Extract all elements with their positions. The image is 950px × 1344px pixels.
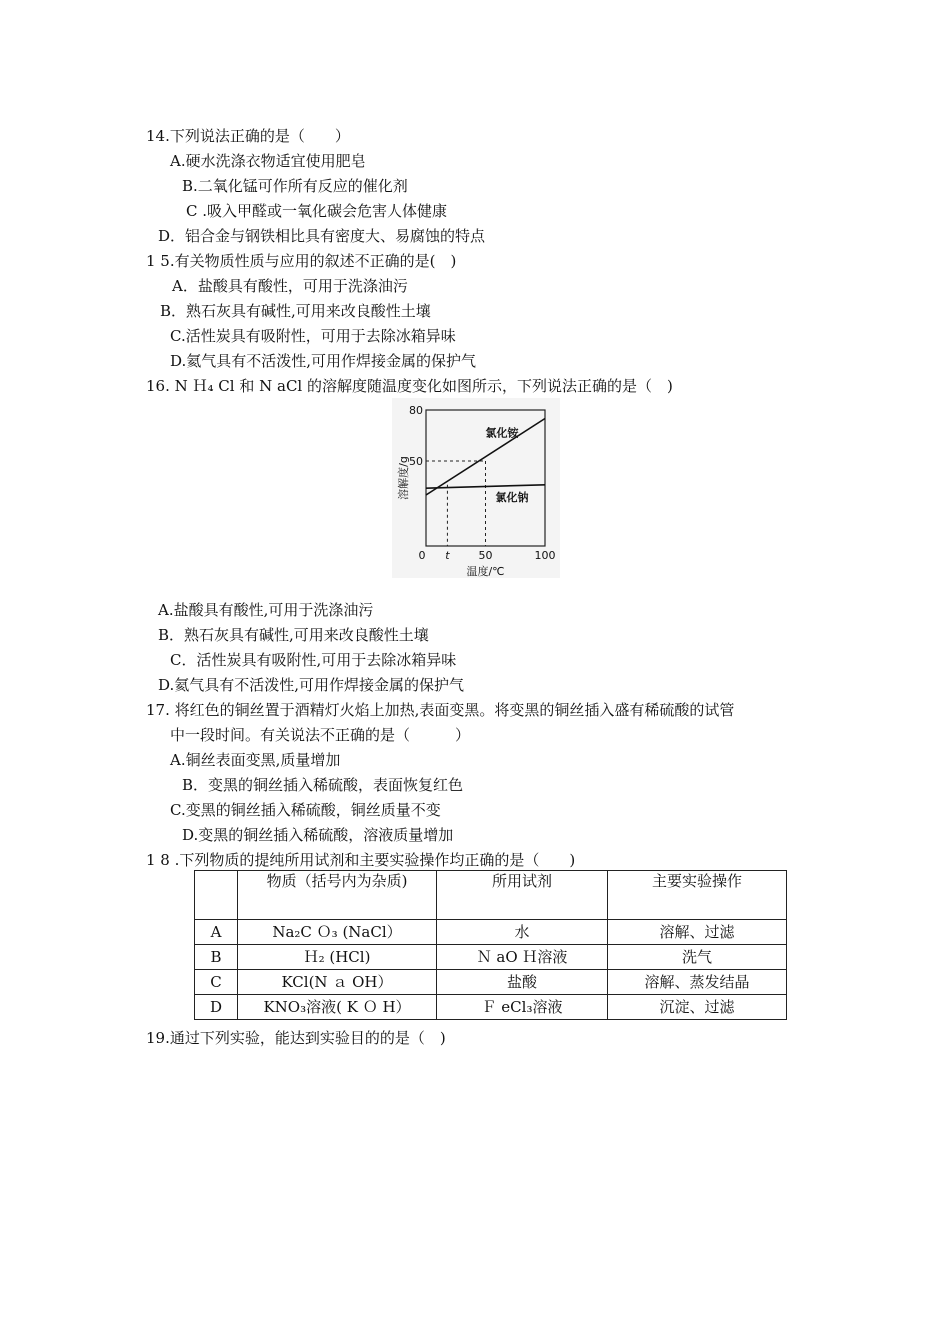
q17-stem-line2: 中一段时间。有关说法不正确的是（ ） xyxy=(170,726,471,744)
table-row xyxy=(195,945,787,970)
q17-option-b: B．变黑的铜丝插入稀硫酸，表面恢复红色 xyxy=(182,776,464,794)
table-cell: KNO₃溶液( K Ｏ H） xyxy=(238,995,437,1020)
table-cell: 溶解、蒸发结晶 xyxy=(608,970,787,995)
q18-stem: 1 8 .下列物质的提纯所用试剂和主要实验操作均正确的是（ ) xyxy=(146,851,576,869)
q14-option-a: A.硬水洗涤衣物适宜使用肥皂 xyxy=(170,152,366,170)
table-header-cell: 所用试剂 xyxy=(437,871,608,920)
q14-option-d: D．铝合金与钢铁相比具有密度大、易腐蚀的特点 xyxy=(158,227,486,245)
table-cell: 溶解、过滤 xyxy=(608,920,787,945)
x-tick-label: 50 xyxy=(478,549,493,562)
q15-option-b: B．熟石灰具有碱性,可用来改良酸性土壤 xyxy=(160,302,431,320)
table-row xyxy=(195,970,787,995)
q15-option-d: D.氦气具有不活泼性,可用作焊接金属的保护气 xyxy=(170,352,477,370)
q17-option-d: D.变黑的铜丝插入稀硫酸，溶液质量增加 xyxy=(182,826,454,844)
q16-option-d: D.氦气具有不活泼性,可用作焊接金属的保护气 xyxy=(158,676,465,694)
table-cell: 沉淀、过滤 xyxy=(608,995,787,1020)
table-cell: KCl(N ａ OH） xyxy=(238,970,437,995)
q17-option-a: A.铜丝表面变黑,质量增加 xyxy=(170,751,341,769)
x-tick-label: 100 xyxy=(534,549,556,562)
table-cell: Ｈ₂ (HCl) xyxy=(238,945,437,970)
y-tick-label: 80 xyxy=(409,404,423,417)
table-cell: Ｎ aO Ｈ溶液 xyxy=(437,945,608,970)
q17-stem-line1: 17. 将红色的铜丝置于酒精灯火焰上加热,表面变黑。将变黑的铜丝插入盛有稀硫酸的试管 xyxy=(146,701,735,719)
table-cell: Na₂C Ｏ₃ (NaCl） xyxy=(238,920,437,945)
table-cell: 洗气 xyxy=(608,945,787,970)
table-header-cell: 主要实验操作 xyxy=(608,871,787,920)
table-cell: A xyxy=(195,920,238,945)
q17-option-c: C.变黑的铜丝插入稀硫酸，铜丝质量不变 xyxy=(170,801,441,819)
table-header-cell: 物质（括号内为杂质) xyxy=(238,871,437,920)
x-tick-label: 0 xyxy=(418,549,426,562)
solubility-graph xyxy=(392,398,560,578)
y-tick-label: 50 xyxy=(409,455,423,468)
table-row xyxy=(195,995,787,1020)
series-label: 氯化钠 xyxy=(495,490,529,504)
table-cell: 盐酸 xyxy=(437,970,608,995)
x-axis-label: 温度/℃ xyxy=(466,565,505,578)
q16-option-c: C．活性炭具有吸附性,可用于去除冰箱异味 xyxy=(170,651,457,669)
q14-option-b: B.二氧化锰可作所有反应的催化剂 xyxy=(182,177,408,195)
series-label: 氯化铵 xyxy=(485,426,519,440)
q15-option-a: A．盐酸具有酸性，可用于洗涤油污 xyxy=(172,277,408,295)
q14-stem: 14.下列说法正确的是（ ） xyxy=(146,127,350,145)
table-header-row xyxy=(195,871,787,920)
q15-option-c: C.活性炭具有吸附性，可用于去除冰箱异味 xyxy=(170,327,456,345)
table-cell: Ｆ eCl₃溶液 xyxy=(437,995,608,1020)
q19-stem: 19.通过下列实验，能达到实验目的的是（ ) xyxy=(146,1029,446,1047)
y-axis-label: 溶解度/g xyxy=(397,456,410,500)
table-cell: C xyxy=(195,970,238,995)
q16-option-b: B．熟石灰具有碱性,可用来改良酸性土壤 xyxy=(158,626,429,644)
q14-option-c: C .吸入甲醛或一氧化碳会危害人体健康 xyxy=(186,202,448,220)
q15-stem: 1 5.有关物质性质与应用的叙述不正确的是( ) xyxy=(146,252,457,270)
x-tick-label: t xyxy=(445,549,450,562)
solubility-chart-svg xyxy=(392,398,560,578)
table-row xyxy=(195,920,787,945)
table-cell: 水 xyxy=(437,920,608,945)
purification-table xyxy=(194,870,787,1020)
table-cell: B xyxy=(195,945,238,970)
table-cell: D xyxy=(195,995,238,1020)
q16-option-a: A.盐酸具有酸性,可用于洗涤油污 xyxy=(158,601,374,619)
table-header-cell xyxy=(195,871,238,920)
q16-stem: 16. N Ｈ₄ Cl 和 N aCl 的溶解度随温度变化如图所示，下列说法正确的是（ ) xyxy=(146,377,673,395)
